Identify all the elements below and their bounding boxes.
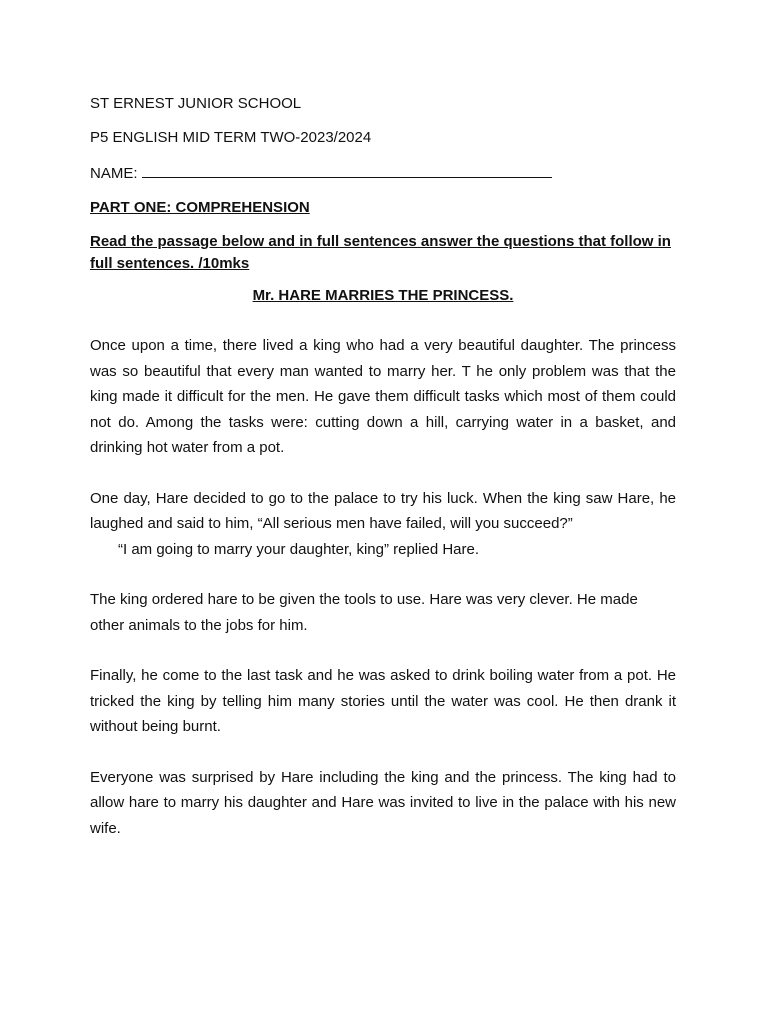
name-blank-line[interactable] [142, 161, 552, 178]
name-field [90, 161, 676, 185]
story-paragraph-1: Once upon a time, there lived a king who had a very beautiful daughter. The princess was so beautiful that every man wanted to marry her. T he only problem was that the king made it difficult for the men. He gave them difficult tasks which most of them could not do. Among the tasks were: cutting down a hill, carrying water in a basket, and drinking hot water from a pot. [90, 337, 676, 456]
section-instruction: Read the passage below and in full sentences answer the questions that follow in full sentences. /10mks [90, 233, 671, 272]
story-paragraph-2: One day, Hare decided to go to the palace to try his luck. When the king saw Hare, he laughed and said to him, “All serious men have failed, will you succeed?” [90, 489, 676, 532]
exam-title: P5 ENGLISH MID TERM TWO-2023/2024 [90, 129, 372, 146]
section-heading: PART ONE: COMPREHENSION [90, 199, 310, 216]
school-name: ST ERNEST JUNIOR SCHOOL [90, 95, 302, 112]
story-quote-hare: “I am going to marry your daughter, king” replied Hare. [118, 540, 480, 558]
name-label: NAME: [90, 165, 138, 182]
story-title: Mr. HARE MARRIES THE PRINCESS. [252, 287, 514, 304]
exam-page [90, 93, 676, 866]
story-paragraph-5: Everyone was surprised by Hare including the king and the princess. The king had to allow hare to marry his daughter and Hare was invited to live in the palace with his new wife. [90, 768, 676, 837]
story-paragraph-4: Finally, he come to the last task and he was asked to drink boiling water from a pot. He tricked the king by telling him many stories until the water was cool. He then drank it without being burnt. [90, 667, 676, 735]
story-paragraph-3: The king ordered hare to be given the tools to use. Hare was very clever. He made other animals to the jobs for him. [90, 591, 638, 634]
